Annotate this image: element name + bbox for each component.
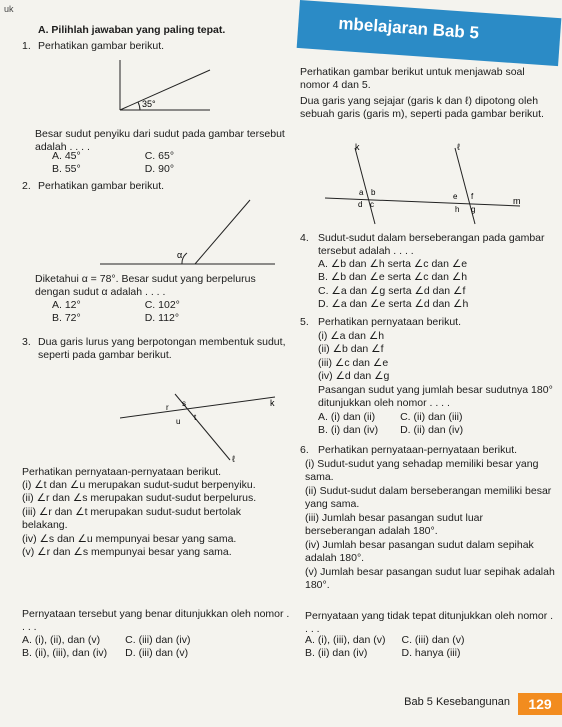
page-number: 129	[518, 693, 562, 715]
q6-option-c: C. (iii) dan (v)	[401, 634, 465, 646]
label-l: ℓ	[457, 142, 460, 152]
q3-option-d: D. (iii) dan (v)	[125, 647, 189, 660]
q3-label-r: r	[166, 403, 169, 412]
label-f: f	[471, 192, 474, 201]
q2-body: Diketahui α = 78°. Besar sudut yang berpelurus dengan sudut α adalah . . . .	[35, 273, 256, 299]
corner-text: uk	[4, 4, 14, 14]
q5-statement-iii: (iii) ∠c dan ∠e	[318, 356, 389, 369]
q1-prompt: Perhatikan gambar berikut.	[38, 40, 165, 52]
q5-option-c: C. (ii) dan (iii)	[400, 411, 463, 423]
q6-statement-i: (i) Sudut-sudut yang sehadap memiliki besar yang sama.	[305, 458, 539, 484]
q6-option-d: D. hanya (iii)	[401, 647, 461, 660]
q3-statement-iii: (iii) ∠r dan ∠t merupakan sudut-sudut bertolak belakang.	[22, 505, 242, 532]
q4-option-b: B. ∠b dan ∠e serta ∠c dan ∠h	[318, 271, 468, 284]
q6-statement-iv: (iv) Jumlah besar pasangan sudut dalam sepihak adalah 180°.	[305, 538, 534, 565]
q5-number: 5.	[300, 316, 309, 328]
q3-label-k: k	[270, 398, 275, 408]
q2-option-a: A. 12°	[52, 299, 81, 311]
q1-option-d: D. 90°	[144, 163, 175, 176]
q3-label-u: u	[176, 417, 181, 426]
q1-number: 1.	[22, 40, 31, 52]
q3-figure	[120, 392, 280, 464]
q1-angle-label: 35°	[142, 99, 156, 109]
label-e: e	[453, 192, 458, 201]
section-instruction: A. Pilihlah jawaban yang paling tepat.	[38, 24, 226, 36]
q6-statements	[305, 458, 555, 592]
q3-intro: Perhatikan pernyataan-pernyataan berikut.	[22, 466, 222, 478]
q2-option-d: D. 112°	[144, 312, 180, 325]
q6-number: 6.	[300, 444, 309, 456]
q3-number: 3.	[22, 336, 31, 348]
q4-option-d: D. ∠a dan ∠e serta ∠d dan ∠h	[318, 298, 469, 311]
q3-option-c: C. (iii) dan (iv)	[125, 634, 191, 646]
q1-figure	[110, 55, 220, 115]
q3-option-b: B. (ii), (iii), dan (iv)	[22, 647, 108, 660]
q1-option-b: B. 55°	[52, 163, 81, 176]
q6-statement-v: (v) Jumlah besar pasangan sudut luar sepihak adalah 180°.	[305, 565, 555, 591]
q3-prompt: Dua garis lurus yang berpotongan membentuk sudut, seperti pada gambar berikut.	[38, 336, 286, 362]
q5-option-d: D. (ii) dan (iv)	[400, 424, 464, 437]
q6-options	[305, 634, 465, 661]
q2-figure	[100, 198, 280, 270]
q4-prompt: Sudut-sudut dalam berseberangan pada gambar tersebut adalah . . . .	[318, 232, 545, 258]
q6-question: Pernyataan yang tidak tepat ditunjukkan oleh nomor . . . .	[305, 610, 554, 636]
q5-option-a: A. (i) dan (ii)	[318, 411, 376, 423]
label-b: b	[371, 188, 376, 197]
label-h: h	[455, 205, 460, 214]
q1-options	[52, 150, 174, 177]
q6-statement-iii: (iii) Jumlah besar pasangan sudut luar berseberangan adalah 180°.	[305, 511, 484, 538]
q3-question: Pernyataan tersebut yang benar ditunjukkan oleh nomor . . . .	[22, 608, 290, 634]
q4-options	[318, 258, 468, 312]
q5-prompt: Perhatikan pernyataan berikut.	[318, 316, 462, 328]
q4-figure	[325, 140, 530, 228]
q3-statements	[22, 479, 292, 560]
q4-number: 4.	[300, 232, 309, 244]
q5-statements	[318, 330, 389, 384]
q6-option-b: B. (ii) dan (iv)	[305, 647, 368, 660]
q3-statement-v: (v) ∠r dan ∠s mempunyai besar yang sama.	[22, 546, 232, 559]
q3-label-l: ℓ	[232, 454, 235, 464]
q3-label-t: t	[194, 413, 197, 422]
q4-option-c: C. ∠a dan ∠g serta ∠d dan ∠f	[318, 284, 466, 297]
q1-body: Besar sudut penyiku dari sudut pada gambar tersebut adalah . . . .	[35, 128, 285, 154]
q3-statement-ii: (ii) ∠r dan ∠s merupakan sudut-sudut berpelurus.	[22, 492, 257, 505]
q5-statement-i: (i) ∠a dan ∠h	[318, 330, 385, 342]
label-a: a	[359, 188, 364, 197]
q6-statement-ii: (ii) Sudut-sudut dalam berseberangan memiliki besar yang sama.	[305, 484, 552, 511]
q2-options	[52, 299, 180, 326]
right-intro-text1: Perhatikan gambar berikut untuk menjawab soal nomor 4 dan 5.	[300, 66, 525, 92]
q1-option-c: C. 65°	[144, 150, 175, 162]
q1-option-a: A. 45°	[52, 150, 81, 162]
q2-option-c: C. 102°	[144, 299, 180, 311]
q2-angle-label: α	[177, 250, 183, 260]
q2-prompt: Perhatikan gambar berikut.	[38, 180, 165, 192]
label-g: g	[471, 205, 476, 214]
q2-number: 2.	[22, 180, 31, 192]
q3-label-s: s	[182, 399, 186, 408]
chapter-banner: mbelajaran Bab 5	[297, 0, 562, 66]
q4-option-a: A. ∠b dan ∠h serta ∠c dan ∠e	[318, 258, 468, 270]
q6-prompt: Perhatikan pernyataan-pernyataan berikut.	[318, 444, 518, 456]
q3-options	[22, 634, 191, 661]
q5-statement-iv: (iv) ∠d dan ∠g	[318, 370, 390, 383]
q3-statement-iv: (iv) ∠s dan ∠u mempunyai besar yang sama.	[22, 532, 237, 545]
footer-chapter-label: Bab 5 Kesebangunan	[404, 695, 510, 708]
label-k: k	[355, 142, 360, 152]
label-c: c	[370, 200, 374, 209]
q2-option-b: B. 72°	[52, 312, 81, 325]
q6-option-a: A. (i), (iii), dan (v)	[305, 634, 386, 646]
label-m: m	[513, 196, 521, 206]
q3-option-a: A. (i), (ii), dan (v)	[22, 634, 101, 646]
q5-question: Pasangan sudut yang jumlah besar sudutnya 180° ditunjukkan oleh nomor . . . .	[318, 384, 553, 410]
right-intro-text2: Dua garis yang sejajar (garis k dan ℓ) dipotong oleh sebuah garis (garis m), seperti pada gambar berikut.	[300, 95, 544, 121]
q3-statement-i: (i) ∠t dan ∠u merupakan sudut-sudut berpenyiku.	[22, 479, 256, 491]
q5-statement-ii: (ii) ∠b dan ∠f	[318, 343, 384, 356]
label-d: d	[358, 200, 363, 209]
q5-options	[318, 411, 463, 438]
q5-option-b: B. (i) dan (iv)	[318, 424, 379, 437]
